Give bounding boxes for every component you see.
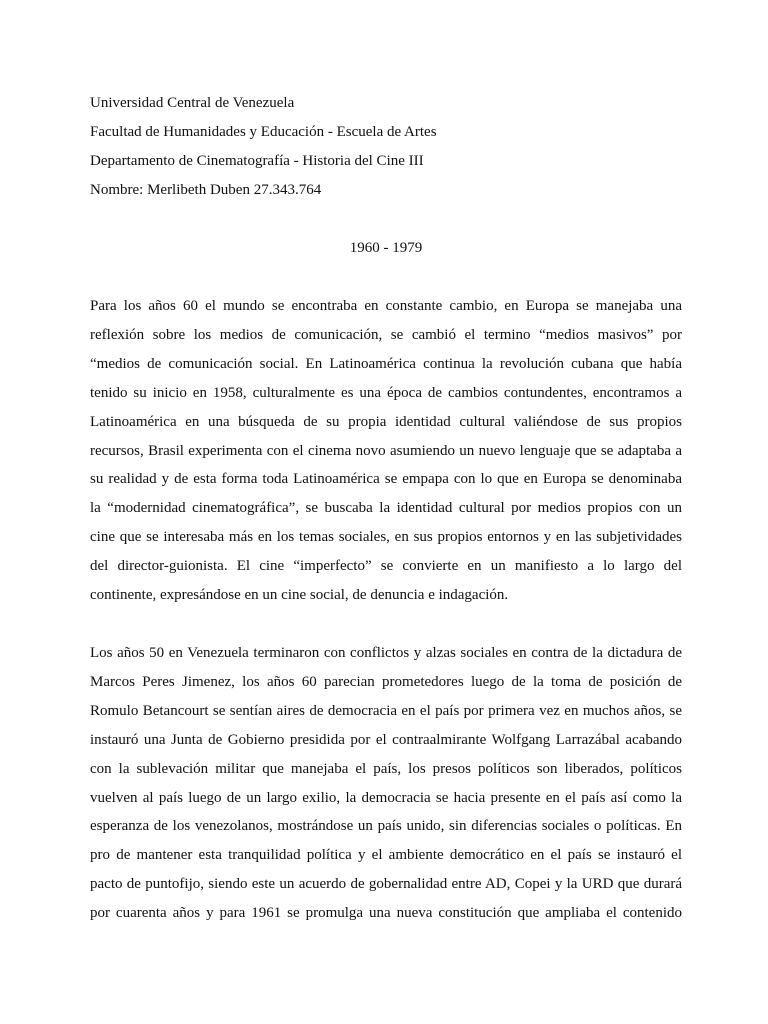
paragraph-line: “medios de comunicación social. En Latinoamérica continua la revolución cubana que había xyxy=(90,355,682,372)
paragraph-line: instauró una Junta de Gobierno presidida por el contraalmirante Wolfgang Larrazábal acabando xyxy=(90,731,682,748)
paragraph-line: del director-guionista. El cine “imperfecto” se convierte en un manifiesto a lo largo del xyxy=(90,558,682,575)
paragraph-line: recursos, Brasil experimenta con el cinema novo asumiendo un nuevo lenguaje que se adaptaba a xyxy=(90,442,682,459)
paragraph-line: por cuarenta años y para 1961 se promulga una nueva constitución que ampliaba el contenido xyxy=(90,905,682,922)
paragraph-line: pacto de puntofijo, siendo este un acuerdo de gobernalidad entre AD, Copei y la URD que durará xyxy=(90,876,682,893)
paragraph-line: reflexión sobre los medios de comunicación, se cambió el termino “medios masivos” por xyxy=(90,326,682,343)
paragraph-line: pro de mantener esta tranquilidad política y el ambiente democrático en el país se instauró el xyxy=(90,847,682,864)
paragraph-line: tenido su inicio en 1958, culturalmente es una época de cambios contundentes, encontramos a xyxy=(90,384,682,401)
paragraph-line: Marcos Peres Jimenez, los años 60 parecian prometedores luego de la toma de posición de xyxy=(90,673,682,690)
department-line: Departamento de Cinematografía - Historia del Cine III xyxy=(90,153,424,169)
student-name-line: Nombre: Merlibeth Duben 27.343.764 xyxy=(90,182,322,198)
paragraph-line: Latinoamérica en una búsqueda de su propia identidad cultural valiéndose de sus propios xyxy=(90,413,682,430)
paragraph-1 xyxy=(90,292,682,610)
paragraph-line: Para los años 60 el mundo se encontraba en constante cambio, en Europa se manejaba una xyxy=(90,298,682,314)
faculty-line: Facultad de Humanidades y Educación - Escuela de Artes xyxy=(90,124,437,140)
paragraph-line: Romulo Betancourt se sentían aires de democracia en el país por primera vez en muchos años, se xyxy=(90,702,682,719)
paragraph-line: cine que se interesaba más en los temas sociales, en sus propios entornos y en las subjetividades xyxy=(90,529,682,546)
paragraph-2 xyxy=(90,639,682,928)
paragraph-line: Los años 50 en Venezuela terminaron con conflictos y alzas sociales en contra de la dictadura de xyxy=(90,644,682,661)
document-title: 1960 - 1979 xyxy=(349,240,423,256)
paragraph-line: con la sublevación militar que manejaba el país, los presos políticos son liberados, políticos xyxy=(90,760,682,777)
paragraph-line: continente, expresándose en un cine social, de denuncia e indagación. xyxy=(90,587,509,604)
document-page xyxy=(90,89,682,928)
university-line: Universidad Central de Venezuela xyxy=(90,95,295,111)
paragraph-line: vuelven al país luego de un largo exilio, la democracia se hacia presente en el país así como la xyxy=(90,789,682,806)
paragraph-line: la “modernidad cinematográfica”, se buscaba la identidad cultural por medios propios con un xyxy=(90,500,682,517)
paragraph-line: su realidad y de esta forma toda Latinoamérica se empapa con lo que en Europa se denominaba xyxy=(90,471,682,488)
paragraph-line: esperanza de los venezolanos, mostrándose un país unido, sin diferencias sociales o políticas. En xyxy=(90,818,682,835)
